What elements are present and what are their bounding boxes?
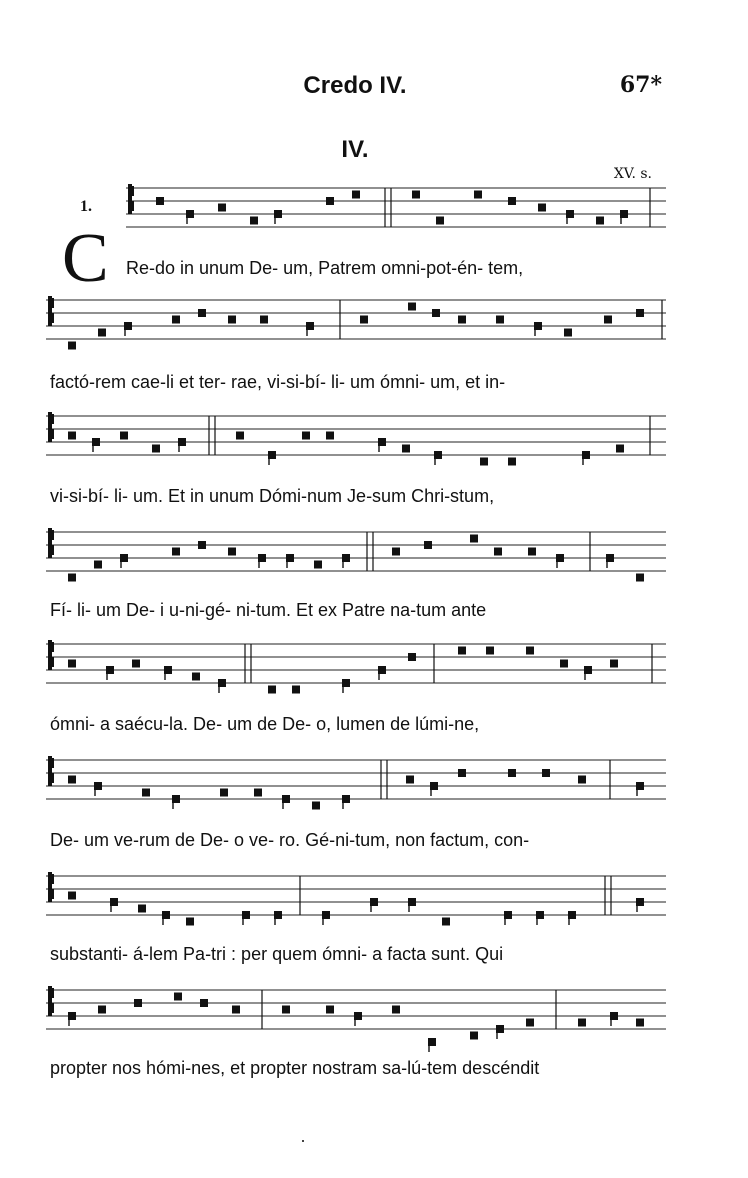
- neume-note: [314, 561, 322, 569]
- verse-number: 1.: [80, 198, 92, 215]
- neume-note: [538, 204, 546, 212]
- neume-note: [250, 217, 258, 225]
- neume-note: [578, 776, 586, 784]
- neume-note: [436, 217, 444, 225]
- neume-note: [186, 210, 194, 218]
- neume-note: [496, 316, 504, 324]
- neume-note: [458, 647, 466, 655]
- century-marking: XV. s.: [613, 166, 652, 182]
- neume-note: [302, 432, 310, 440]
- staff-line-1: [126, 184, 666, 250]
- neume-note: [162, 911, 170, 919]
- lyric-line-3: vi-si-bí- li- um. Et in unum Dómi-num Je-sum Chri-stum,: [50, 486, 495, 506]
- neume-note: [326, 197, 334, 205]
- neume-note: [292, 686, 300, 694]
- staff-svg: [46, 872, 666, 938]
- neume-note: [606, 554, 614, 562]
- neume-note: [442, 918, 450, 926]
- c-clef-icon: [48, 296, 54, 326]
- neume-note: [556, 554, 564, 562]
- neume-note: [408, 653, 416, 661]
- neume-note: [178, 438, 186, 446]
- neume-note: [566, 210, 574, 218]
- neume-note: [174, 993, 182, 1001]
- neume-note: [106, 666, 114, 674]
- neume-note: [378, 438, 386, 446]
- neume-note: [578, 1019, 586, 1027]
- neume-note: [470, 1032, 478, 1040]
- neume-note: [596, 217, 604, 225]
- staff-svg: [46, 296, 666, 362]
- neume-note: [636, 898, 644, 906]
- initial-letter: C: [62, 220, 109, 297]
- neume-note: [228, 316, 236, 324]
- neume-note: [282, 1006, 290, 1014]
- neume-note: [402, 445, 410, 453]
- neume-note: [172, 795, 180, 803]
- neume-note: [274, 210, 282, 218]
- neume-note: [312, 802, 320, 810]
- neume-note: [142, 789, 150, 797]
- neume-note: [392, 548, 400, 556]
- neume-note: [124, 322, 132, 330]
- neume-note: [138, 905, 146, 913]
- neume-note: [636, 309, 644, 317]
- neume-note: [636, 574, 644, 582]
- neume-note: [68, 776, 76, 784]
- c-clef-icon: [48, 872, 54, 902]
- neume-note: [496, 1025, 504, 1033]
- c-clef-icon: [128, 184, 134, 214]
- neume-note: [274, 911, 282, 919]
- neume-note: [68, 342, 76, 350]
- neume-note: [68, 1012, 76, 1020]
- neume-note: [192, 673, 200, 681]
- neume-note: [526, 1019, 534, 1027]
- neume-note: [286, 554, 294, 562]
- neume-note: [370, 898, 378, 906]
- neume-note: [508, 458, 516, 466]
- neume-note: [378, 666, 386, 674]
- lyric-line-5: ómni- a saécu-la. De- um de De- o, lumen de lúmi-ne,: [50, 714, 480, 734]
- neume-note: [218, 679, 226, 687]
- neume-note: [584, 666, 592, 674]
- neume-note: [604, 316, 612, 324]
- neume-note: [260, 316, 268, 324]
- c-clef-icon: [48, 640, 54, 670]
- page-mark: [302, 1140, 304, 1142]
- neume-note: [568, 911, 576, 919]
- neume-note: [432, 309, 440, 317]
- neume-note: [132, 660, 140, 668]
- neume-note: [526, 647, 534, 655]
- neume-note: [528, 548, 536, 556]
- neume-note: [306, 322, 314, 330]
- neume-note: [172, 548, 180, 556]
- neume-note: [610, 660, 618, 668]
- neume-note: [268, 686, 276, 694]
- neume-note: [120, 432, 128, 440]
- neume-note: [474, 191, 482, 199]
- lyric-line-6: De- um ve-rum de De- o ve- ro. Gé-ni-tum, non factum, con-: [50, 830, 530, 850]
- lyric-line-4: Fí- li- um De- i u-ni-gé- ni-tum. Et ex Patre na-tum ante: [50, 600, 487, 620]
- page-title: Credo IV.: [303, 72, 407, 99]
- neume-note: [636, 1019, 644, 1027]
- lyric-line-8: propter nos hómi-nes, et propter nostram sa-lú-tem descéndit: [50, 1058, 540, 1078]
- neume-note: [428, 1038, 436, 1046]
- neume-note: [134, 999, 142, 1007]
- neume-note: [470, 535, 478, 543]
- neume-note: [564, 329, 572, 337]
- lyric-line-7: substanti- á-lem Pa-tri : per quem ómni- a facta sunt. Qui: [50, 944, 504, 964]
- neume-note: [620, 210, 628, 218]
- neume-note: [360, 316, 368, 324]
- staff-line-3: [46, 412, 666, 478]
- c-clef-icon: [48, 756, 54, 786]
- neume-note: [494, 548, 502, 556]
- neume-note: [326, 432, 334, 440]
- neume-note: [430, 782, 438, 790]
- piece-number: IV.: [341, 136, 369, 163]
- neume-note: [236, 432, 244, 440]
- neume-note: [186, 918, 194, 926]
- neume-note: [508, 197, 516, 205]
- neume-note: [172, 316, 180, 324]
- neume-note: [254, 789, 262, 797]
- neume-note: [536, 911, 544, 919]
- staff-line-2: [46, 296, 666, 362]
- neume-note: [68, 892, 76, 900]
- neume-note: [164, 666, 172, 674]
- neume-note: [408, 898, 416, 906]
- staff-svg: [46, 640, 666, 706]
- neume-note: [480, 458, 488, 466]
- staff-svg: [46, 756, 666, 822]
- neume-note: [458, 316, 466, 324]
- neume-note: [152, 445, 160, 453]
- neume-note: [486, 647, 494, 655]
- staff-line-8: [46, 986, 666, 1052]
- staff-svg: [46, 528, 666, 594]
- staff-line-6: [46, 756, 666, 822]
- neume-note: [242, 911, 250, 919]
- neume-note: [408, 303, 416, 311]
- neume-note: [534, 322, 542, 330]
- neume-note: [218, 204, 226, 212]
- neume-note: [94, 561, 102, 569]
- staff-line-7: [46, 872, 666, 938]
- neume-note: [352, 191, 360, 199]
- neume-note: [98, 329, 106, 337]
- neume-note: [220, 789, 228, 797]
- staff-svg: [126, 184, 666, 250]
- c-clef-icon: [48, 986, 54, 1016]
- neume-note: [258, 554, 266, 562]
- neume-note: [232, 1006, 240, 1014]
- neume-note: [200, 999, 208, 1007]
- neume-note: [322, 911, 330, 919]
- neume-note: [198, 309, 206, 317]
- neume-note: [110, 898, 118, 906]
- neume-note: [94, 782, 102, 790]
- neume-note: [434, 451, 442, 459]
- c-clef-icon: [48, 412, 54, 442]
- neume-note: [68, 432, 76, 440]
- neume-note: [120, 554, 128, 562]
- neume-note: [92, 438, 100, 446]
- neume-note: [268, 451, 276, 459]
- staff-svg: [46, 412, 666, 478]
- neume-note: [354, 1012, 362, 1020]
- neume-note: [406, 776, 414, 784]
- c-clef-icon: [48, 528, 54, 558]
- staff-line-5: [46, 640, 666, 706]
- neume-note: [458, 769, 466, 777]
- neume-note: [68, 574, 76, 582]
- staff-line-4: [46, 528, 666, 594]
- neume-note: [156, 197, 164, 205]
- neume-note: [342, 679, 350, 687]
- neume-note: [198, 541, 206, 549]
- neume-note: [636, 782, 644, 790]
- neume-note: [560, 660, 568, 668]
- lyric-line-2: factó-rem cae-li et ter- rae, vi-si-bí- li- um ómni- um, et in-: [50, 372, 506, 392]
- neume-note: [424, 541, 432, 549]
- neume-note: [282, 795, 290, 803]
- staff-svg: [46, 986, 666, 1052]
- lyric-line-1: Re-do in unum De- um, Patrem omni-pot-én- tem,: [126, 258, 524, 278]
- neume-note: [98, 1006, 106, 1014]
- page-number: 67*: [619, 72, 662, 98]
- neume-note: [392, 1006, 400, 1014]
- neume-note: [342, 795, 350, 803]
- neume-note: [228, 548, 236, 556]
- neume-note: [504, 911, 512, 919]
- neume-note: [616, 445, 624, 453]
- neume-note: [326, 1006, 334, 1014]
- neume-note: [342, 554, 350, 562]
- neume-note: [542, 769, 550, 777]
- neume-note: [412, 191, 420, 199]
- neume-note: [582, 451, 590, 459]
- neume-note: [610, 1012, 618, 1020]
- neume-note: [508, 769, 516, 777]
- neume-note: [68, 660, 76, 668]
